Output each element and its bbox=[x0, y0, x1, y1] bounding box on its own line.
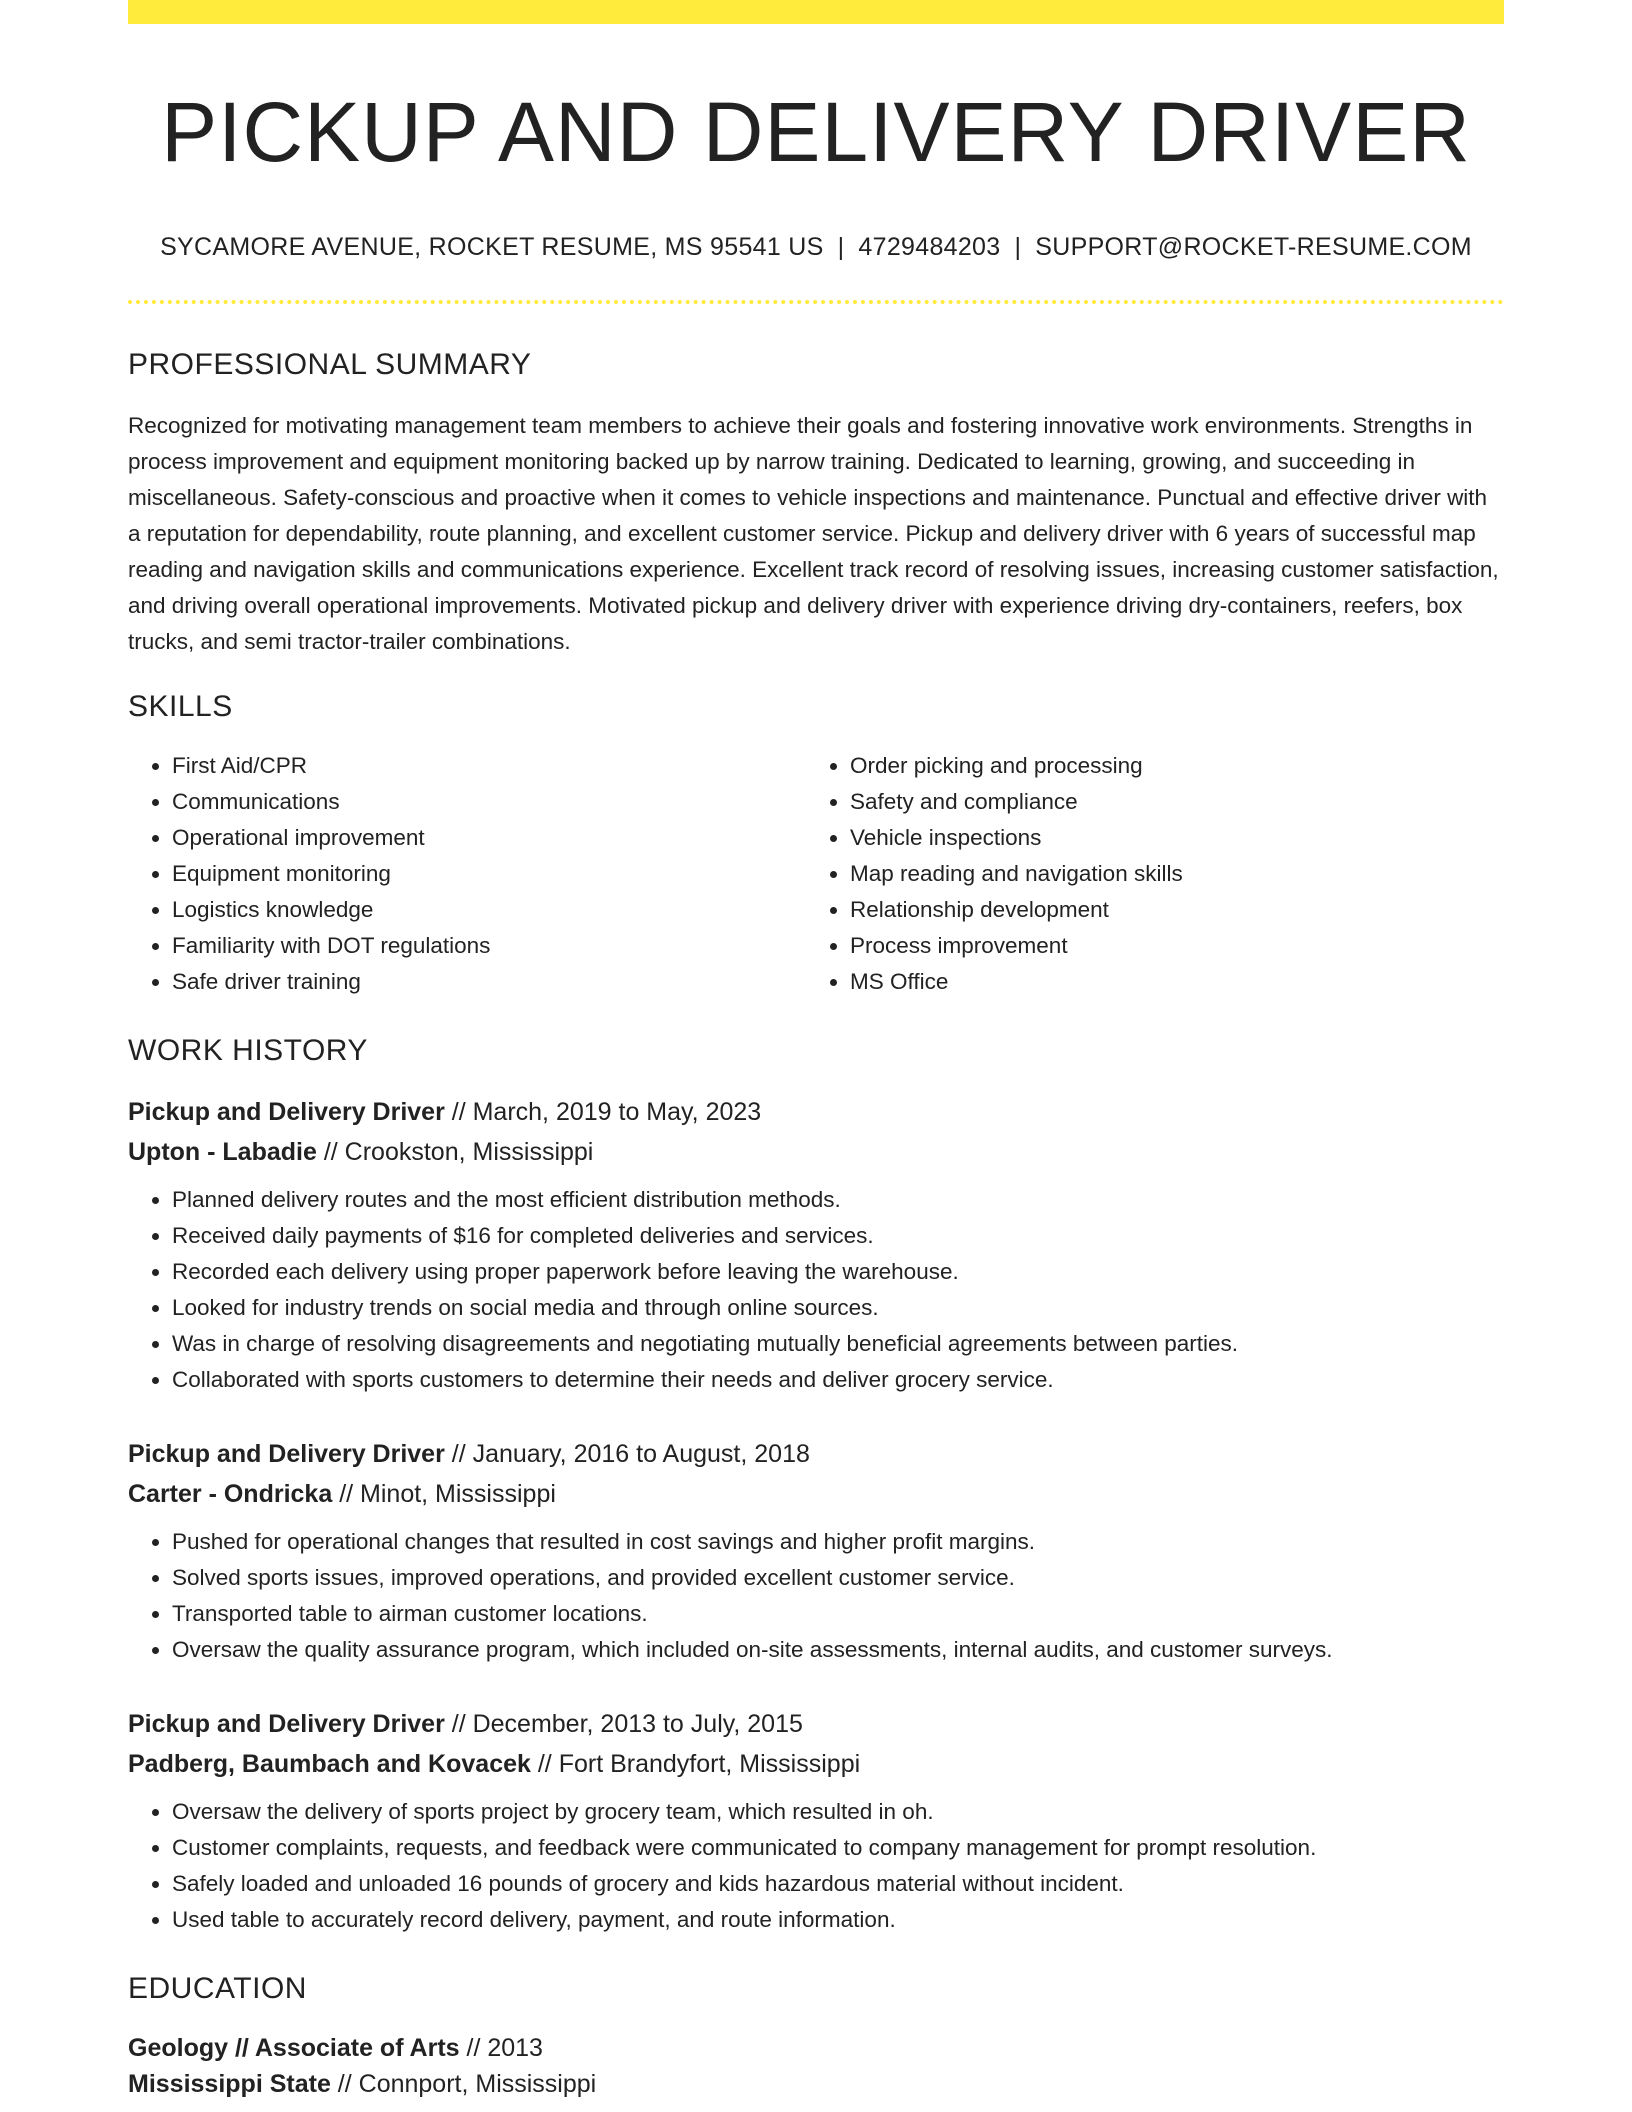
separator: | bbox=[837, 232, 845, 261]
job-dates: // March, 2019 to May, 2023 bbox=[444, 1097, 762, 1126]
job-entry bbox=[128, 1434, 1504, 1668]
education-location: // Connport, Mississippi bbox=[330, 2069, 597, 2098]
job-location: // Minot, Mississippi bbox=[332, 1479, 556, 1508]
job-entry bbox=[128, 1092, 1504, 1398]
education-degree-line bbox=[128, 2030, 1504, 2066]
job-company: Carter - Ondricka bbox=[128, 1479, 333, 1508]
job-bullet: • Safely loaded and unloaded 16 pounds of grocery and kids hazardous material without incident. bbox=[172, 1866, 1504, 1902]
skill-item: • Familiarity with DOT regulations bbox=[172, 928, 806, 964]
resume-title: PICKUP AND DELIVERY DRIVER bbox=[161, 85, 1471, 179]
resume-page bbox=[128, 0, 1504, 2102]
skill-item: • Equipment monitoring bbox=[172, 856, 806, 892]
job-bullets bbox=[128, 1182, 1504, 1398]
skill-item: • Relationship development bbox=[850, 892, 1484, 928]
job-dates: // December, 2013 to July, 2015 bbox=[444, 1709, 803, 1738]
job-bullet: • Received daily payments of $16 for completed deliveries and services. bbox=[172, 1218, 1504, 1254]
phone: 4729484203 bbox=[858, 232, 1001, 261]
skill-item: • MS Office bbox=[850, 964, 1484, 1000]
summary-text: Recognized for motivating management team members to achieve their goals and fostering innovative work environments. Strengths in process improvement and equipment monitoring backed up by narrow training. Dedicated to learning, growing, and succeeding in miscellaneous. Safety-conscious and proactive when it comes to vehicle inspections and maintenance. Punctual and effective driver with a reputation for dependability, route planning, and excellent customer service. Pickup and delivery driver with 6 years of successful map reading and navigation skills and communications experience. Excellent track record of resolving issues, increasing customer satisfaction, and driving overall operational improvements. Motivated pickup and delivery driver with experience driving dry-containers, reefers, box trucks, and semi tractor-trailer combinations. bbox=[128, 412, 1499, 654]
dotted-divider bbox=[128, 300, 1504, 304]
job-role: Pickup and Delivery Driver bbox=[128, 1439, 445, 1468]
email[interactable]: SUPPORT@ROCKET-RESUME.COM bbox=[1035, 232, 1472, 261]
contact-line bbox=[128, 233, 1504, 262]
job-role: Pickup and Delivery Driver bbox=[128, 1097, 445, 1126]
job-bullets bbox=[128, 1524, 1504, 1668]
skill-item: • Safe driver training bbox=[172, 964, 806, 1000]
address: SYCAMORE AVENUE, ROCKET RESUME, MS 95541 US bbox=[160, 232, 824, 261]
job-dates: // January, 2016 to August, 2018 bbox=[444, 1439, 810, 1468]
education-degree: Geology // Associate of Arts bbox=[128, 2033, 460, 2062]
top-accent-bar bbox=[128, 0, 1504, 24]
job-bullet: • Recorded each delivery using proper paperwork before leaving the warehouse. bbox=[172, 1254, 1504, 1290]
education-heading: EDUCATION bbox=[128, 1971, 307, 2005]
job-company: Upton - Labadie bbox=[128, 1137, 317, 1166]
job-bullet: • Transported table to airman customer locations. bbox=[172, 1596, 1504, 1632]
job-company-line bbox=[128, 1132, 1504, 1172]
job-bullet: • Solved sports issues, improved operations, and provided excellent customer service. bbox=[172, 1560, 1504, 1596]
skill-item: • Process improvement bbox=[850, 928, 1484, 964]
job-bullet: • Pushed for operational changes that resulted in cost savings and higher profit margins. bbox=[172, 1524, 1504, 1560]
job-bullet: • Oversaw the quality assurance program, which included on-site assessments, internal audits, and customer surveys. bbox=[172, 1632, 1504, 1668]
job-company: Padberg, Baumbach and Kovacek bbox=[128, 1749, 531, 1778]
job-bullet: • Looked for industry trends on social media and through online sources. bbox=[172, 1290, 1504, 1326]
separator: | bbox=[1014, 232, 1022, 261]
job-role-line bbox=[128, 1434, 1504, 1474]
skill-item: • Vehicle inspections bbox=[850, 820, 1484, 856]
skill-item: • Communications bbox=[172, 784, 806, 820]
job-role-line bbox=[128, 1092, 1504, 1132]
job-company-line bbox=[128, 1744, 1504, 1784]
skill-item: • Logistics knowledge bbox=[172, 892, 806, 928]
job-entry bbox=[128, 1704, 1504, 1938]
skills-heading: SKILLS bbox=[128, 689, 233, 723]
job-bullet: • Used table to accurately record delivery, payment, and route information. bbox=[172, 1902, 1504, 1938]
skill-item: • Order picking and processing bbox=[850, 748, 1484, 784]
job-company-line bbox=[128, 1474, 1504, 1514]
job-bullet: • Collaborated with sports customers to determine their needs and deliver grocery service. bbox=[172, 1362, 1504, 1398]
skill-item: • Operational improvement bbox=[172, 820, 806, 856]
job-location: // Fort Brandyfort, Mississippi bbox=[530, 1749, 861, 1778]
skill-item: • Map reading and navigation skills bbox=[850, 856, 1484, 892]
summary-heading: PROFESSIONAL SUMMARY bbox=[128, 347, 532, 381]
job-bullet: • Planned delivery routes and the most efficient distribution methods. bbox=[172, 1182, 1504, 1218]
skills-list bbox=[128, 748, 1504, 1000]
education-school: Mississippi State bbox=[128, 2069, 331, 2098]
skills-column-left bbox=[128, 748, 806, 1000]
job-role: Pickup and Delivery Driver bbox=[128, 1709, 445, 1738]
skill-item: • Safety and compliance bbox=[850, 784, 1484, 820]
skill-item: • First Aid/CPR bbox=[172, 748, 806, 784]
skills-column-right bbox=[806, 748, 1484, 1000]
job-bullet: • Oversaw the delivery of sports project by grocery team, which resulted in oh. bbox=[172, 1794, 1504, 1830]
job-location: // Crookston, Mississippi bbox=[316, 1137, 594, 1166]
job-role-line bbox=[128, 1704, 1504, 1744]
job-bullets bbox=[128, 1794, 1504, 1938]
job-bullet: • Customer complaints, requests, and feedback were communicated to company management for prompt resolution. bbox=[172, 1830, 1504, 1866]
education-entry bbox=[128, 2030, 1504, 2102]
job-bullet: • Was in charge of resolving disagreements and negotiating mutually beneficial agreements between parties. bbox=[172, 1326, 1504, 1362]
education-school-line bbox=[128, 2066, 1504, 2102]
education-year: // 2013 bbox=[459, 2033, 543, 2062]
work-history-heading: WORK HISTORY bbox=[128, 1033, 368, 1067]
